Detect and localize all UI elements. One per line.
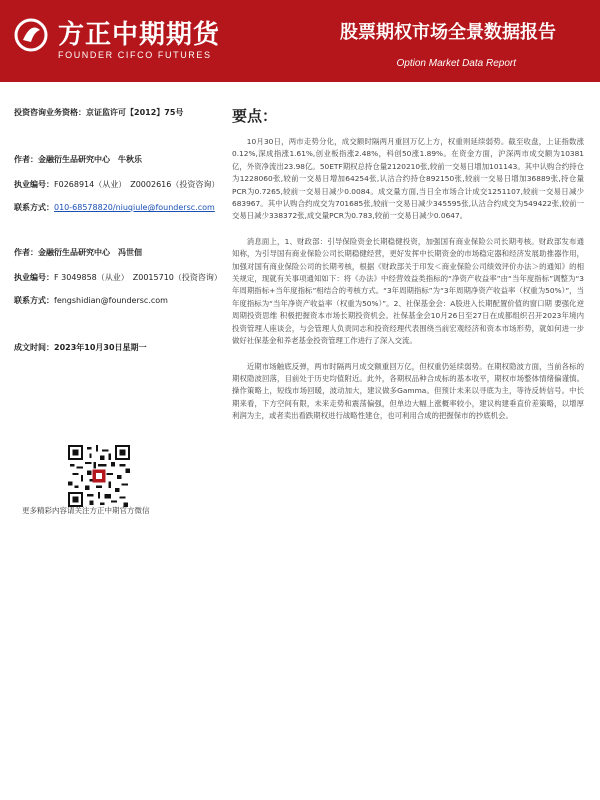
report-subtitle: Option Market Data Report — [396, 58, 516, 69]
main-content — [232, 105, 584, 436]
qr-caption: 更多精彩内容请关注方正中期官方微信 — [22, 506, 150, 515]
date-line — [14, 342, 147, 353]
founder-logo-icon — [14, 18, 48, 52]
qualification-label: 投资咨询业务资格： — [14, 108, 86, 117]
date-label: 成文时间： — [14, 343, 54, 352]
qualification-line — [14, 107, 183, 118]
author1-contact-label: 联系方式： — [14, 203, 54, 212]
author2-value: 金融衍生品研究中心 冯世佃 — [38, 248, 142, 257]
report-header — [0, 0, 600, 82]
author2-contact-line — [14, 295, 168, 306]
paragraph-market-summary: 10月30日，两市走势分化，成交额时隔两月重回万亿上方，权重则延续弱势。截至收盘，上证指数涨0.12%,深成指涨1.61%,创业板指涨2.48%，科创50涨1.89%。在资金方面，沪深两市成交额为10381亿，外资净流出23.98亿。50ETF期权总持仓量2120210张,较前一交易日增加101143。其中认购合约持仓为1228060张,较前一交易日增加64254张,认沽合约持仓892150张,较前一交易日增加36889张,持仓量PCR为0.7265,较前一交易日减少0.0084。成交量方面,当日全市场合计成交1251107,较前一交易日减少683967。其中认购合约成交为701685张,较前一交易日减少345595张,认沽合约成交为549422张,较前一交易日减少338372张,成交量PCR为0.783,较前一交易日减少0.0647。 — [232, 137, 584, 221]
author1-label: 作者： — [14, 155, 38, 164]
author2-contact-label: 联系方式： — [14, 296, 54, 305]
report-title: 股票期权市场全景数据报告 — [340, 22, 556, 43]
qualification-value: 京证监许可【2012】75号 — [86, 108, 184, 117]
author1-value: 金融衍生品研究中心 牛秋乐 — [38, 155, 142, 164]
brand-name-cn: 方正中期期货 — [58, 20, 221, 50]
author1-license-value: F0268914（从业） Z0002616（投资咨询） — [54, 180, 220, 189]
paragraph-news: 消息面上，1、财政部：引导保险资金长期稳健投资，加强国有商业保险公司长期考核。财政部发布通知称，为引导国有商业保险公司长期稳健经营，更好发挥中长期资金的市场稳定器和经济发展助推器作用，加强对国有商业保险公司的长期考核，根据《财政部关于印发＜商业保险公司绩效评价办法＞的通知》的相关规定，现就有关事项通知如下：将《办法》中经营效益类指标的“净资产收益率”由“当年度指标”调整为“3年周期指标+当年度指标”相结合的考核方式。“3年周期指标”为“3年周期净资产收益率（权重为50%）”，当年度指标为“当年净资产收益率（权重为50%）”。2、社保基金会：A股进入长期配置价值的窗口期 要强化逆周期投资思维 积极把握资本市场长期投资机会。社保基金会10月26日至27日在成都组织召开2023年境内投资管理人座谈会，与会管理人负责同志和投资经理代表围绕当前宏观经济和资本市场形势，就如何进一步做好社保基金和养老基金投资管理工作进行了深入交流。 — [232, 236, 585, 346]
author1-license-label: 执业编号： — [14, 180, 54, 189]
author2-license-value: F 3049858（从业） Z0015710（投资咨询） — [54, 273, 222, 282]
author1-license-line — [14, 179, 219, 190]
paragraph-strategy: 近期市场触底反弹，两市时隔两月成交额重回万亿，但权重仍延续弱势。在期权隐波方面，当前各标的期权隐波回落，目前处于历史均值附近。此外，各期权品种合成标的基本收平，期权市场整体情绪偏谨慎。操作策略上，短线市场回暖，波动加大，建议做多Gamma。但预计未来以寻底为主，等待反转信号。中长期来看，下方空间有限，未来走势和震荡偏强，但单边大幅上涨概率较小，建议构建垂直价差策略，以增厚利润为主，或者卖出看跌期权进行战略性建仓，也可利用合成的把握保市的抄底机会。 — [232, 361, 584, 421]
author2-label: 作者： — [14, 248, 38, 257]
author2-license-line — [14, 272, 222, 283]
author2-line — [14, 247, 142, 258]
author1-contact-line — [14, 202, 215, 213]
author2-contact-value: fengshidian@foundersc.com — [54, 296, 168, 305]
author2-license-label: 执业编号： — [14, 273, 54, 282]
author1-line — [14, 154, 142, 165]
section-title: 要点： — [232, 107, 278, 125]
date-value: 2023年10月30日星期一 — [54, 343, 147, 352]
author1-contact-link[interactable]: 010-68578820/niuqiule@foundersc.com — [54, 203, 215, 212]
qr-code-icon[interactable] — [68, 445, 130, 507]
brand-name-en: FOUNDER CIFCO FUTURES — [58, 50, 212, 60]
